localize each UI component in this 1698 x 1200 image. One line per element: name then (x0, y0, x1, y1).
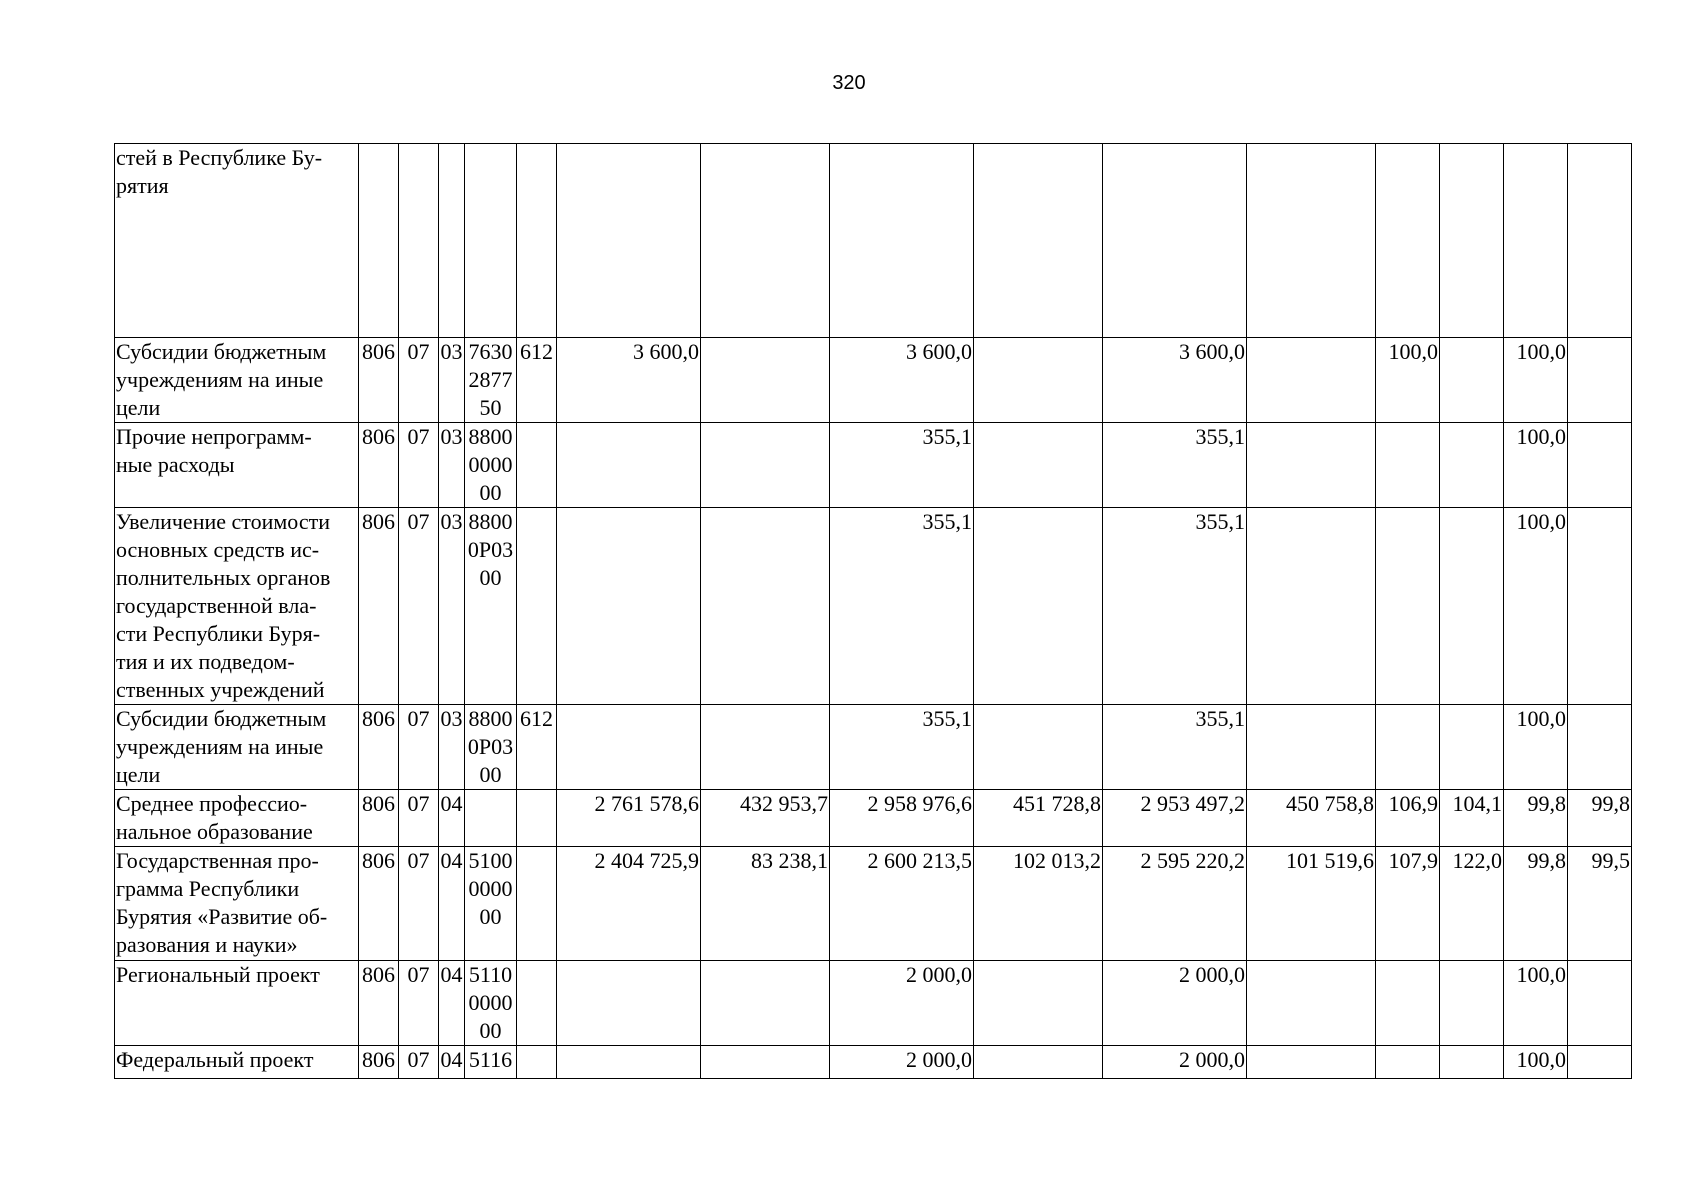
value-cell: 83 238,1 (701, 847, 830, 961)
table-row (115, 338, 1632, 423)
gr-code: 806 (359, 961, 399, 1046)
value-cell (701, 508, 830, 705)
row-name: Увеличение стоимости основных средств ис- полнительных органов государственной вла- сти Республики Буря- тия и их подведом- ственных учреждений (115, 508, 359, 705)
percent-cell: 106,9 (1376, 790, 1440, 847)
value-cell (557, 961, 701, 1046)
value-cell: 2 404 725,9 (557, 847, 701, 961)
target-article-code: 8800 0000 00 (465, 423, 517, 508)
value-cell: 355,1 (830, 705, 974, 790)
value-cell: 2 761 578,6 (557, 790, 701, 847)
section-code: 07 (399, 847, 439, 961)
value-cell: 2 000,0 (1103, 961, 1247, 1046)
percent-cell (1440, 338, 1504, 423)
section-code: 07 (399, 705, 439, 790)
percent-cell (1568, 705, 1632, 790)
value-cell: 3 600,0 (830, 338, 974, 423)
target-article-code: 5116 (465, 1046, 517, 1079)
value-cell: 2 000,0 (830, 1046, 974, 1079)
subsection-code: 04 (439, 1046, 465, 1079)
value-cell (701, 338, 830, 423)
table-row (115, 790, 1632, 847)
subsection-code: 04 (439, 790, 465, 847)
value-cell (1247, 1046, 1376, 1079)
percent-cell (1440, 705, 1504, 790)
row-name: Прочие непрограмм- ные расходы (115, 423, 359, 508)
expense-type-code: 612 (517, 338, 557, 423)
percent-cell (1440, 961, 1504, 1046)
value-cell: 2 000,0 (1103, 1046, 1247, 1079)
percent-cell: 100,0 (1376, 338, 1440, 423)
gr-code: 806 (359, 790, 399, 847)
value-cell (830, 144, 974, 338)
value-cell: 2 595 220,2 (1103, 847, 1247, 961)
value-cell (1247, 423, 1376, 508)
target-article-code: 7630 2877 50 (465, 338, 517, 423)
value-cell (1103, 144, 1247, 338)
row-name: Региональный проект (115, 961, 359, 1046)
percent-cell: 107,9 (1376, 847, 1440, 961)
value-cell: 2 600 213,5 (830, 847, 974, 961)
row-name: Субсидии бюджетным учреждениям на иные цели (115, 338, 359, 423)
value-cell (557, 144, 701, 338)
percent-cell: 99,8 (1568, 790, 1632, 847)
target-article-code: 8800 0Р03 00 (465, 705, 517, 790)
table-row (115, 144, 1632, 338)
value-cell: 355,1 (1103, 508, 1247, 705)
value-cell (974, 705, 1103, 790)
value-cell (974, 423, 1103, 508)
table-body (115, 144, 1632, 1079)
gr-code: 806 (359, 338, 399, 423)
subsection-code: 03 (439, 338, 465, 423)
value-cell: 355,1 (1103, 423, 1247, 508)
value-cell: 2 953 497,2 (1103, 790, 1247, 847)
percent-cell: 122,0 (1440, 847, 1504, 961)
target-article-code (465, 790, 517, 847)
subsection-code: 04 (439, 847, 465, 961)
percent-cell (1440, 423, 1504, 508)
row-name: Субсидии бюджетным учреждениям на иные цели (115, 705, 359, 790)
table-row (115, 961, 1632, 1046)
value-cell: 451 728,8 (974, 790, 1103, 847)
percent-cell (1568, 508, 1632, 705)
section-code: 07 (399, 961, 439, 1046)
value-cell (1247, 705, 1376, 790)
percent-cell (1568, 423, 1632, 508)
percent-cell: 104,1 (1440, 790, 1504, 847)
percent-cell: 99,8 (1504, 790, 1568, 847)
value-cell (1247, 144, 1376, 338)
target-article-code: 5110 0000 00 (465, 961, 517, 1046)
value-cell (974, 338, 1103, 423)
section-code: 07 (399, 508, 439, 705)
expense-type-code (517, 508, 557, 705)
value-cell (557, 705, 701, 790)
subsection-code (439, 144, 465, 338)
value-cell: 3 600,0 (557, 338, 701, 423)
value-cell (701, 144, 830, 338)
percent-cell (1568, 338, 1632, 423)
percent-cell: 100,0 (1504, 423, 1568, 508)
section-code: 07 (399, 1046, 439, 1079)
row-name: Государственная про- грамма Республики Бурятия «Развитие об- разования и науки» (115, 847, 359, 961)
expense-type-code (517, 423, 557, 508)
gr-code: 806 (359, 1046, 399, 1079)
value-cell: 102 013,2 (974, 847, 1103, 961)
value-cell (557, 1046, 701, 1079)
value-cell: 355,1 (830, 423, 974, 508)
table-row (115, 847, 1632, 961)
table-row (115, 1046, 1632, 1079)
section-code: 07 (399, 790, 439, 847)
gr-code: 806 (359, 705, 399, 790)
value-cell: 101 519,6 (1247, 847, 1376, 961)
percent-cell: 99,8 (1504, 847, 1568, 961)
target-article-code: 8800 0Р03 00 (465, 508, 517, 705)
value-cell (974, 508, 1103, 705)
percent-cell (1376, 705, 1440, 790)
value-cell: 355,1 (1103, 705, 1247, 790)
value-cell: 2 000,0 (830, 961, 974, 1046)
table-row (115, 508, 1632, 705)
expense-type-code (517, 1046, 557, 1079)
target-article-code: 5100 0000 00 (465, 847, 517, 961)
table-row (115, 705, 1632, 790)
row-name: Федеральный проект (115, 1046, 359, 1079)
percent-cell (1376, 1046, 1440, 1079)
percent-cell (1568, 961, 1632, 1046)
gr-code: 806 (359, 423, 399, 508)
value-cell (701, 705, 830, 790)
expense-type-code (517, 961, 557, 1046)
expense-type-code: 612 (517, 705, 557, 790)
value-cell (557, 508, 701, 705)
percent-cell: 99,5 (1568, 847, 1632, 961)
value-cell: 3 600,0 (1103, 338, 1247, 423)
row-name: Среднее профессио- нальное образование (115, 790, 359, 847)
gr-code: 806 (359, 508, 399, 705)
percent-cell (1376, 423, 1440, 508)
expense-type-code (517, 790, 557, 847)
percent-cell: 100,0 (1504, 961, 1568, 1046)
percent-cell (1376, 144, 1440, 338)
section-code: 07 (399, 338, 439, 423)
percent-cell (1568, 1046, 1632, 1079)
subsection-code: 03 (439, 705, 465, 790)
percent-cell (1440, 508, 1504, 705)
subsection-code: 04 (439, 961, 465, 1046)
value-cell: 355,1 (830, 508, 974, 705)
value-cell: 432 953,7 (701, 790, 830, 847)
value-cell (974, 1046, 1103, 1079)
target-article-code (465, 144, 517, 338)
percent-cell: 100,0 (1504, 1046, 1568, 1079)
expense-type-code (517, 144, 557, 338)
section-code: 07 (399, 423, 439, 508)
value-cell (974, 144, 1103, 338)
gr-code: 806 (359, 847, 399, 961)
value-cell (1247, 961, 1376, 1046)
gr-code (359, 144, 399, 338)
value-cell (1247, 338, 1376, 423)
row-name: стей в Республике Бу- рятия (115, 144, 359, 338)
subsection-code: 03 (439, 508, 465, 705)
value-cell: 450 758,8 (1247, 790, 1376, 847)
percent-cell: 100,0 (1504, 705, 1568, 790)
expense-type-code (517, 847, 557, 961)
percent-cell (1440, 1046, 1504, 1079)
value-cell (1247, 508, 1376, 705)
percent-cell (1440, 144, 1504, 338)
value-cell: 2 958 976,6 (830, 790, 974, 847)
value-cell (557, 423, 701, 508)
value-cell (974, 961, 1103, 1046)
value-cell (701, 961, 830, 1046)
table-row (115, 423, 1632, 508)
percent-cell (1504, 144, 1568, 338)
value-cell (701, 1046, 830, 1079)
percent-cell: 100,0 (1504, 508, 1568, 705)
subsection-code: 03 (439, 423, 465, 508)
percent-cell: 100,0 (1504, 338, 1568, 423)
value-cell (701, 423, 830, 508)
section-code (399, 144, 439, 338)
budget-table (114, 143, 1632, 1079)
percent-cell (1376, 961, 1440, 1046)
page-number: 320 (832, 72, 866, 94)
percent-cell (1568, 144, 1632, 338)
percent-cell (1376, 508, 1440, 705)
